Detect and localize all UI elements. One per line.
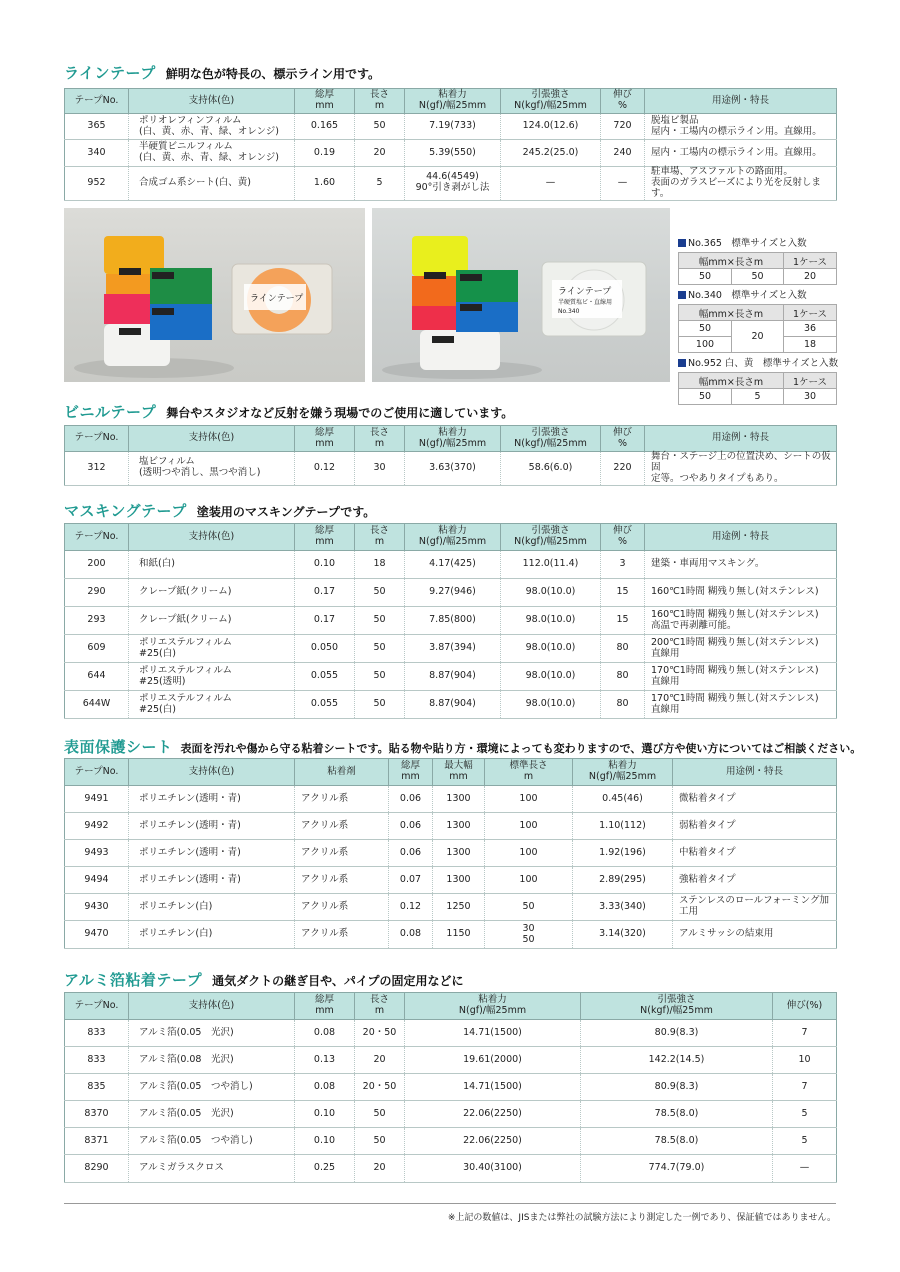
table-cell: 9492 — [65, 813, 129, 840]
package-no-right: No.340 — [558, 308, 580, 315]
table-cell: 5 — [773, 1101, 837, 1128]
no365-size-table: 幅mm×長さm 1ケース 50 50 20 — [678, 252, 837, 285]
column-header: 標準長さ m — [485, 759, 573, 786]
table-cell: 290 — [65, 579, 129, 607]
table-cell: 50 — [355, 579, 405, 607]
column-header: 用途例・特長 — [645, 426, 837, 452]
table-cell: 160℃1時間 糊残り無し(対ステンレス) 高温で再剥離可能。 — [645, 607, 837, 635]
surface-sheet-heading — [64, 736, 861, 757]
table-cell: 833 — [65, 1020, 129, 1047]
table-cell: 1.60 — [295, 167, 355, 201]
table-cell: 245.2(25.0) — [501, 140, 601, 167]
table-cell: 15 — [601, 579, 645, 607]
table-cell: 中粘着タイプ — [673, 840, 837, 867]
package-label-right: ラインテープ — [558, 287, 612, 297]
vinyl-tape-heading — [64, 401, 513, 422]
table-cell: 駐車場、アスファルトの路面用。 表面のガラスビーズにより光を反射します。 — [645, 167, 837, 201]
line-tape-table — [64, 88, 837, 201]
table-cell: 833 — [65, 1047, 129, 1074]
table-cell: 0.45(46) — [573, 786, 673, 813]
table-cell: クレープ紙(クリーム) — [129, 579, 295, 607]
table-cell: 1300 — [433, 840, 485, 867]
table-cell: アルミ箔(0.05 つや消し) — [129, 1074, 295, 1101]
table-cell: 98.0(10.0) — [501, 691, 601, 719]
table-row — [65, 1128, 837, 1155]
table-cell: 建築・車両用マスキング。 — [645, 551, 837, 579]
table-cell: 0.17 — [295, 607, 355, 635]
vinyl-tape-subtitle: 舞台やスタジオなど反射を嫌う現場でのご使用に適しています。 — [166, 406, 514, 420]
table-cell: 80 — [601, 691, 645, 719]
column-header: テープNo. — [65, 524, 129, 551]
column-header: 支持体(色) — [129, 426, 295, 452]
table-cell: 0.06 — [389, 813, 433, 840]
package-sub-right: 半硬質塩ビ・直線用 — [558, 299, 613, 306]
table-header-row — [65, 89, 837, 114]
aluminum-tape-subtitle: 通気ダクトの継ぎ目や、パイプの固定用などに — [212, 974, 464, 988]
tape-rolls-illustration-left — [64, 208, 365, 382]
table-cell: 3.63(370) — [405, 452, 501, 486]
no365-caption: No.365 標準サイズと入数 — [678, 236, 836, 252]
column-header: 引張強さ N(kgf)/幅25mm — [501, 524, 601, 551]
table-cell: 240 — [601, 140, 645, 167]
table-cell: 3 — [601, 551, 645, 579]
column-header: 伸び % — [601, 426, 645, 452]
table-row — [65, 114, 837, 140]
table-cell: 20・50 — [355, 1074, 405, 1101]
table-cell: 312 — [65, 452, 129, 486]
table-cell: 0.17 — [295, 579, 355, 607]
line-tape-title: ラインテープ — [64, 64, 156, 82]
table-cell: 0.08 — [389, 921, 433, 949]
table-cell: 合成ゴム系シート(白、黄) — [129, 167, 295, 201]
standard-sizes-panel — [678, 236, 839, 405]
column-header: 伸び % — [601, 89, 645, 114]
table-cell: 50 — [355, 663, 405, 691]
line-tape-heading — [64, 62, 380, 83]
table-cell: 0.10 — [295, 1128, 355, 1155]
table-cell: 50 — [485, 894, 573, 921]
table-cell: 220 — [601, 452, 645, 486]
table-cell: 7.85(800) — [405, 607, 501, 635]
column-header: 伸び % — [601, 524, 645, 551]
table-row — [65, 579, 837, 607]
column-header: テープNo. — [65, 426, 129, 452]
table-cell: 3.14(320) — [573, 921, 673, 949]
table-cell: 脱塩ビ製品 屋内・工場内の標示ライン用。直線用。 — [645, 114, 837, 140]
footer-divider — [64, 1203, 836, 1204]
table-cell: 9470 — [65, 921, 129, 949]
table-cell: ポリエチレン(透明・青) — [129, 813, 295, 840]
table-cell: 8370 — [65, 1101, 129, 1128]
table-cell: 50 — [355, 607, 405, 635]
table-cell: 9494 — [65, 867, 129, 894]
table-cell: 屋内・工場内の標示ライン用。直線用。 — [645, 140, 837, 167]
no952-size-table: 幅mm×長さm 1ケース 50 5 30 — [678, 372, 837, 405]
table-cell: アクリル系 — [295, 786, 389, 813]
table-cell: — — [601, 167, 645, 201]
table-row — [65, 1020, 837, 1047]
table-cell: 5 — [773, 1128, 837, 1155]
column-header: 総厚 mm — [295, 524, 355, 551]
table-row — [65, 894, 837, 921]
table-cell: 365 — [65, 114, 129, 140]
column-header: 支持体(色) — [129, 524, 295, 551]
table-cell: 0.055 — [295, 691, 355, 719]
table-cell: 0.055 — [295, 663, 355, 691]
column-header: 用途例・特長 — [673, 759, 837, 786]
vinyl-tape-table — [64, 425, 837, 486]
table-row — [65, 607, 837, 635]
aluminum-tape-title: アルミ箔粘着テープ — [64, 971, 203, 989]
masking-tape-heading — [64, 500, 375, 521]
table-cell: 0.07 — [389, 867, 433, 894]
table-row — [65, 921, 837, 949]
table-cell: 340 — [65, 140, 129, 167]
table-row — [65, 635, 837, 663]
table-cell: ポリエチレン(白) — [129, 921, 295, 949]
table-cell: 112.0(11.4) — [501, 551, 601, 579]
table-header-row — [65, 524, 837, 551]
table-cell: 7 — [773, 1074, 837, 1101]
table-cell: アクリル系 — [295, 867, 389, 894]
table-cell: クレープ紙(クリーム) — [129, 607, 295, 635]
table-cell: 14.71(1500) — [405, 1074, 581, 1101]
masking-tape-table — [64, 523, 837, 719]
product-photo-left — [64, 208, 365, 382]
table-cell: アクリル系 — [295, 813, 389, 840]
square-bullet-icon — [678, 291, 686, 299]
surface-sheet-table — [64, 758, 837, 949]
table-cell: 30.40(3100) — [405, 1155, 581, 1183]
column-header: 粘着力 N(gf)/幅25mm — [573, 759, 673, 786]
column-header: 粘着力 N(gf)/幅25mm — [405, 89, 501, 114]
table-cell: 100 — [485, 813, 573, 840]
table-cell: アルミサッシの結束用 — [673, 921, 837, 949]
table-cell: 0.13 — [295, 1047, 355, 1074]
table-cell: 10 — [773, 1047, 837, 1074]
table-cell: 50 — [355, 691, 405, 719]
surface-sheet-subtitle: 表面を汚れや傷から守る粘着シートです。貼る物や貼り方・環境によっても変わりますので、選び方や使い方についてはご相談ください。 — [180, 742, 862, 755]
table-cell: 170℃1時間 糊残り無し(対ステンレス) 直線用 — [645, 663, 837, 691]
table-cell: 8290 — [65, 1155, 129, 1183]
surface-sheet-title: 表面保護シート — [64, 738, 173, 756]
table-cell: アクリル系 — [295, 921, 389, 949]
table-row — [65, 452, 837, 486]
table-cell: 5 — [355, 167, 405, 201]
table-cell: 30 50 — [485, 921, 573, 949]
table-cell: 80 — [601, 663, 645, 691]
table-cell: 100 — [485, 840, 573, 867]
column-header: 最大幅 mm — [433, 759, 485, 786]
column-header: 総厚 mm — [295, 426, 355, 452]
table-cell: 8.87(904) — [405, 663, 501, 691]
no340-caption: No.340 標準サイズと入数 — [678, 288, 836, 304]
table-cell: 98.0(10.0) — [501, 663, 601, 691]
table-cell: 強粘着タイプ — [673, 867, 837, 894]
table-cell: 15 — [601, 607, 645, 635]
table-cell: ポリエステルフィルム #25(透明) — [129, 663, 295, 691]
table-cell: 和紙(白) — [129, 551, 295, 579]
table-cell: 0.08 — [295, 1074, 355, 1101]
table-cell: アルミガラスクロス — [129, 1155, 295, 1183]
table-cell: 774.7(79.0) — [581, 1155, 773, 1183]
table-cell: 0.165 — [295, 114, 355, 140]
table-cell: 80.9(8.3) — [581, 1020, 773, 1047]
column-header: テープNo. — [65, 89, 129, 114]
table-cell: 644W — [65, 691, 129, 719]
table-cell: 0.10 — [295, 551, 355, 579]
table-cell: 5.39(550) — [405, 140, 501, 167]
column-header: 粘着剤 — [295, 759, 389, 786]
column-header: 総厚 mm — [295, 89, 355, 114]
table-cell: アルミ箔(0.05 つや消し) — [129, 1128, 295, 1155]
table-cell: アルミ箔(0.05 光沢) — [129, 1020, 295, 1047]
table-row — [65, 167, 837, 201]
table-header-row — [65, 426, 837, 452]
table-cell: 50 — [355, 1101, 405, 1128]
table-cell: 微粘着タイプ — [673, 786, 837, 813]
table-cell: 78.5(8.0) — [581, 1128, 773, 1155]
column-header: 粘着力 N(gf)/幅25mm — [405, 426, 501, 452]
table-header-row — [65, 993, 837, 1020]
line-tape-subtitle: 鮮明な色が特長の、標示ライン用です。 — [165, 67, 381, 81]
table-cell: 7 — [773, 1020, 837, 1047]
table-row — [65, 1074, 837, 1101]
column-header: 支持体(色) — [129, 993, 295, 1020]
table-cell: 30 — [355, 452, 405, 486]
table-cell: 0.12 — [295, 452, 355, 486]
table-cell: 1300 — [433, 813, 485, 840]
table-cell: 80 — [601, 635, 645, 663]
table-cell: 3.33(340) — [573, 894, 673, 921]
table-cell: 22.06(2250) — [405, 1101, 581, 1128]
table-cell: 1150 — [433, 921, 485, 949]
table-cell: 720 — [601, 114, 645, 140]
table-cell: 98.0(10.0) — [501, 635, 601, 663]
table-cell: 塩ビフィルム (透明つや消し、黒つや消し) — [129, 452, 295, 486]
table-cell: 50 — [355, 114, 405, 140]
column-header: 粘着力 N(gf)/幅25mm — [405, 524, 501, 551]
table-row — [65, 1101, 837, 1128]
table-row — [65, 551, 837, 579]
column-header: 伸び(%) — [773, 993, 837, 1020]
no952-caption: No.952 白、黄 標準サイズと入数 — [678, 356, 836, 372]
column-header: 長さ m — [355, 426, 405, 452]
column-header: 長さ m — [355, 89, 405, 114]
table-row — [65, 1047, 837, 1074]
column-header: 総厚 mm — [389, 759, 433, 786]
table-cell: 4.17(425) — [405, 551, 501, 579]
table-cell: 8.87(904) — [405, 691, 501, 719]
column-header: テープNo. — [65, 993, 129, 1020]
table-cell: 半硬質ビニルフィルム (白、黄、赤、青、緑、オレンジ) — [129, 140, 295, 167]
table-cell: 1300 — [433, 867, 485, 894]
table-cell: 609 — [65, 635, 129, 663]
table-cell: 644 — [65, 663, 129, 691]
table-cell: 100 — [485, 786, 573, 813]
table-cell: 58.6(6.0) — [501, 452, 601, 486]
table-cell: 20 — [355, 140, 405, 167]
table-cell: ポリエステルフィルム #25(白) — [129, 635, 295, 663]
table-row — [65, 140, 837, 167]
table-cell: 98.0(10.0) — [501, 607, 601, 635]
table-cell: 50 — [355, 635, 405, 663]
table-cell: 9493 — [65, 840, 129, 867]
table-cell: 200℃1時間 糊残り無し(対ステンレス) 直線用 — [645, 635, 837, 663]
product-photo-right — [372, 208, 670, 382]
table-cell: ポリエチレン(白) — [129, 894, 295, 921]
footnote: ※上記の数値は、JISまたは弊社の試験方法により測定した一例であり、保証値ではありません。 — [447, 1213, 836, 1223]
table-cell: ポリエチレン(透明・青) — [129, 786, 295, 813]
table-cell: 9491 — [65, 786, 129, 813]
table-cell: 0.050 — [295, 635, 355, 663]
column-header: 粘着力 N(gf)/幅25mm — [405, 993, 581, 1020]
table-cell: 9.27(946) — [405, 579, 501, 607]
table-cell: — — [773, 1155, 837, 1183]
table-cell: 1.92(196) — [573, 840, 673, 867]
table-cell: 952 — [65, 167, 129, 201]
no340-size-table: 幅mm×長さm 1ケース 50 20 36 100 18 — [678, 304, 837, 353]
table-row — [65, 786, 837, 813]
table-cell: 142.2(14.5) — [581, 1047, 773, 1074]
table-cell: 0.06 — [389, 840, 433, 867]
column-header: 長さ m — [355, 524, 405, 551]
table-row — [65, 813, 837, 840]
table-cell: 1300 — [433, 786, 485, 813]
square-bullet-icon — [678, 239, 686, 247]
column-header: 引張強さ N(kgf)/幅25mm — [501, 426, 601, 452]
column-header: 用途例・特長 — [645, 524, 837, 551]
table-cell: 50 — [355, 1128, 405, 1155]
table-cell: 0.25 — [295, 1155, 355, 1183]
table-cell: 20 — [355, 1155, 405, 1183]
table-cell: ポリエチレン(透明・青) — [129, 867, 295, 894]
table-cell: 835 — [65, 1074, 129, 1101]
package-label-left: ラインテープ — [250, 294, 304, 304]
table-cell: 1250 — [433, 894, 485, 921]
table-cell: 20 — [355, 1047, 405, 1074]
table-cell: 170℃1時間 糊残り無し(対ステンレス) 直線用 — [645, 691, 837, 719]
column-header: 引張強さ N(kgf)/幅25mm — [581, 993, 773, 1020]
table-cell: ポリオレフィンフィルム (白、黄、赤、青、緑、オレンジ) — [129, 114, 295, 140]
table-cell: 7.19(733) — [405, 114, 501, 140]
table-cell: ステンレスのロールフォーミング加工用 — [673, 894, 837, 921]
column-header: 用途例・特長 — [645, 89, 837, 114]
table-cell: 0.10 — [295, 1101, 355, 1128]
table-cell: 80.9(8.3) — [581, 1074, 773, 1101]
table-cell: 18 — [355, 551, 405, 579]
table-cell: 0.12 — [389, 894, 433, 921]
table-row — [65, 867, 837, 894]
table-cell: 1.10(112) — [573, 813, 673, 840]
table-cell: 舞台・ステージ上の位置決め、シートの仮固 定等。つやありタイプもあり。 — [645, 452, 837, 486]
table-cell: 0.08 — [295, 1020, 355, 1047]
table-row — [65, 840, 837, 867]
aluminum-tape-table — [64, 992, 837, 1183]
table-cell: 0.06 — [389, 786, 433, 813]
table-cell: 160℃1時間 糊残り無し(対ステンレス) — [645, 579, 837, 607]
vinyl-tape-title: ビニルテープ — [64, 403, 157, 421]
table-cell: 22.06(2250) — [405, 1128, 581, 1155]
table-cell: 200 — [65, 551, 129, 579]
table-cell: 9430 — [65, 894, 129, 921]
table-cell: 124.0(12.6) — [501, 114, 601, 140]
table-cell: アルミ箔(0.05 光沢) — [129, 1101, 295, 1128]
table-cell: 44.6(4549) 90°引き剥がし法 — [405, 167, 501, 201]
table-cell: 293 — [65, 607, 129, 635]
aluminum-tape-heading — [64, 969, 464, 990]
column-header: 総厚 mm — [295, 993, 355, 1020]
table-row — [65, 1155, 837, 1183]
table-cell: 2.89(295) — [573, 867, 673, 894]
table-cell: 98.0(10.0) — [501, 579, 601, 607]
table-cell: ポリエステルフィルム #25(白) — [129, 691, 295, 719]
table-cell: 0.19 — [295, 140, 355, 167]
column-header: テープNo. — [65, 759, 129, 786]
table-cell: 100 — [485, 867, 573, 894]
column-header: 支持体(色) — [129, 759, 295, 786]
table-row — [65, 663, 837, 691]
table-cell: 20・50 — [355, 1020, 405, 1047]
table-cell: — — [501, 167, 601, 201]
table-cell: アクリル系 — [295, 840, 389, 867]
column-header: 支持体(色) — [129, 89, 295, 114]
table-cell: 19.61(2000) — [405, 1047, 581, 1074]
table-row — [65, 691, 837, 719]
table-cell: 弱粘着タイプ — [673, 813, 837, 840]
table-cell: アルミ箔(0.08 光沢) — [129, 1047, 295, 1074]
tape-rolls-illustration-right — [372, 208, 670, 382]
table-cell: 14.71(1500) — [405, 1020, 581, 1047]
table-cell: ポリエチレン(透明・青) — [129, 840, 295, 867]
table-header-row — [65, 759, 837, 786]
masking-tape-title: マスキングテープ — [64, 502, 187, 520]
column-header: 長さ m — [355, 993, 405, 1020]
table-cell: 8371 — [65, 1128, 129, 1155]
masking-tape-subtitle: 塗装用のマスキングテープです。 — [196, 505, 376, 519]
table-cell: アクリル系 — [295, 894, 389, 921]
table-cell: 3.87(394) — [405, 635, 501, 663]
square-bullet-icon — [678, 359, 686, 367]
column-header: 引張強さ N(kgf)/幅25mm — [501, 89, 601, 114]
table-cell: 78.5(8.0) — [581, 1101, 773, 1128]
